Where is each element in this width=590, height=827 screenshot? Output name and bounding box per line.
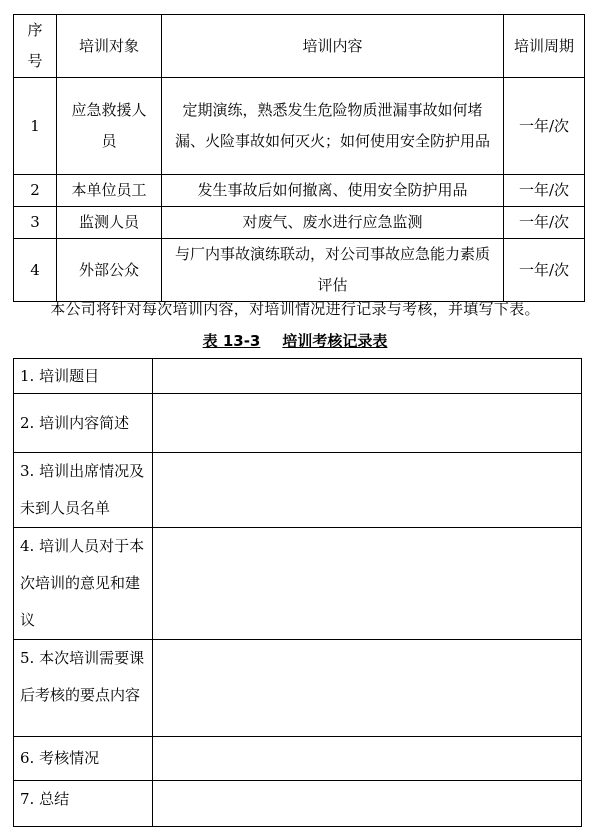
row-label: 1. 培训题目 bbox=[14, 359, 153, 394]
row-target: 外部公众 bbox=[57, 239, 162, 302]
paragraph-note: 本公司将针对每次培训内容，对培训情况进行记录与考核，并填写下表。 bbox=[50, 300, 540, 318]
table-row bbox=[14, 453, 582, 528]
table-row bbox=[14, 207, 585, 239]
row-value-cell[interactable] bbox=[153, 359, 582, 394]
row-label: 5. 本次培训需要课后考核的要点内容 bbox=[14, 640, 153, 737]
row-content: 与厂内事故演练联动，对公司事故应急能力素质评估 bbox=[162, 239, 504, 302]
header-index: 序 号 bbox=[14, 15, 57, 78]
row-value-cell[interactable] bbox=[153, 781, 582, 827]
row-label: 7. 总结 bbox=[14, 781, 153, 827]
row-label: 4. 培训人员对于本次培训的意见和建议 bbox=[14, 528, 153, 640]
training-plan-table bbox=[13, 14, 585, 302]
row-value-cell[interactable] bbox=[153, 737, 582, 781]
row-label: 2. 培训内容简述 bbox=[14, 394, 153, 453]
row-index: 2 bbox=[14, 175, 57, 207]
training-record-table bbox=[13, 358, 582, 827]
row-period: 一年/次 bbox=[504, 78, 585, 175]
row-target: 应急救援人员 bbox=[57, 78, 162, 175]
row-content: 发生事故后如何撤离、使用安全防护用品 bbox=[162, 175, 504, 207]
row-period: 一年/次 bbox=[504, 207, 585, 239]
table-caption-text: 培训考核记录表 bbox=[282, 332, 388, 350]
table-row bbox=[14, 239, 585, 302]
row-value-cell[interactable] bbox=[153, 640, 582, 737]
table-row bbox=[14, 394, 582, 453]
row-label: 3. 培训出席情况及未到人员名单 bbox=[14, 453, 153, 528]
table-row bbox=[14, 78, 585, 175]
table-row bbox=[14, 737, 582, 781]
row-index: 4 bbox=[14, 239, 57, 302]
table-header-row bbox=[14, 15, 585, 78]
header-period: 培训周期 bbox=[504, 15, 585, 78]
row-value-cell[interactable] bbox=[153, 528, 582, 640]
row-index: 3 bbox=[14, 207, 57, 239]
table-caption-number: 表 13-3 bbox=[202, 332, 261, 350]
row-period: 一年/次 bbox=[504, 175, 585, 207]
table-caption bbox=[0, 330, 590, 352]
row-label: 6. 考核情况 bbox=[14, 737, 153, 781]
header-content: 培训内容 bbox=[162, 15, 504, 78]
table-row bbox=[14, 528, 582, 640]
row-target: 监测人员 bbox=[57, 207, 162, 239]
table-row bbox=[14, 175, 585, 207]
row-content: 定期演练，熟悉发生危险物质泄漏事故如何堵漏、火险事故如何灭火；如何使用安全防护用品 bbox=[162, 78, 504, 175]
row-index: 1 bbox=[14, 78, 57, 175]
row-content: 对废气、废水进行应急监测 bbox=[162, 207, 504, 239]
row-target: 本单位员工 bbox=[57, 175, 162, 207]
table-row bbox=[14, 359, 582, 394]
table-row bbox=[14, 640, 582, 737]
row-value-cell[interactable] bbox=[153, 453, 582, 528]
row-period: 一年/次 bbox=[504, 239, 585, 302]
row-value-cell[interactable] bbox=[153, 394, 582, 453]
header-target: 培训对象 bbox=[57, 15, 162, 78]
table-row bbox=[14, 781, 582, 827]
